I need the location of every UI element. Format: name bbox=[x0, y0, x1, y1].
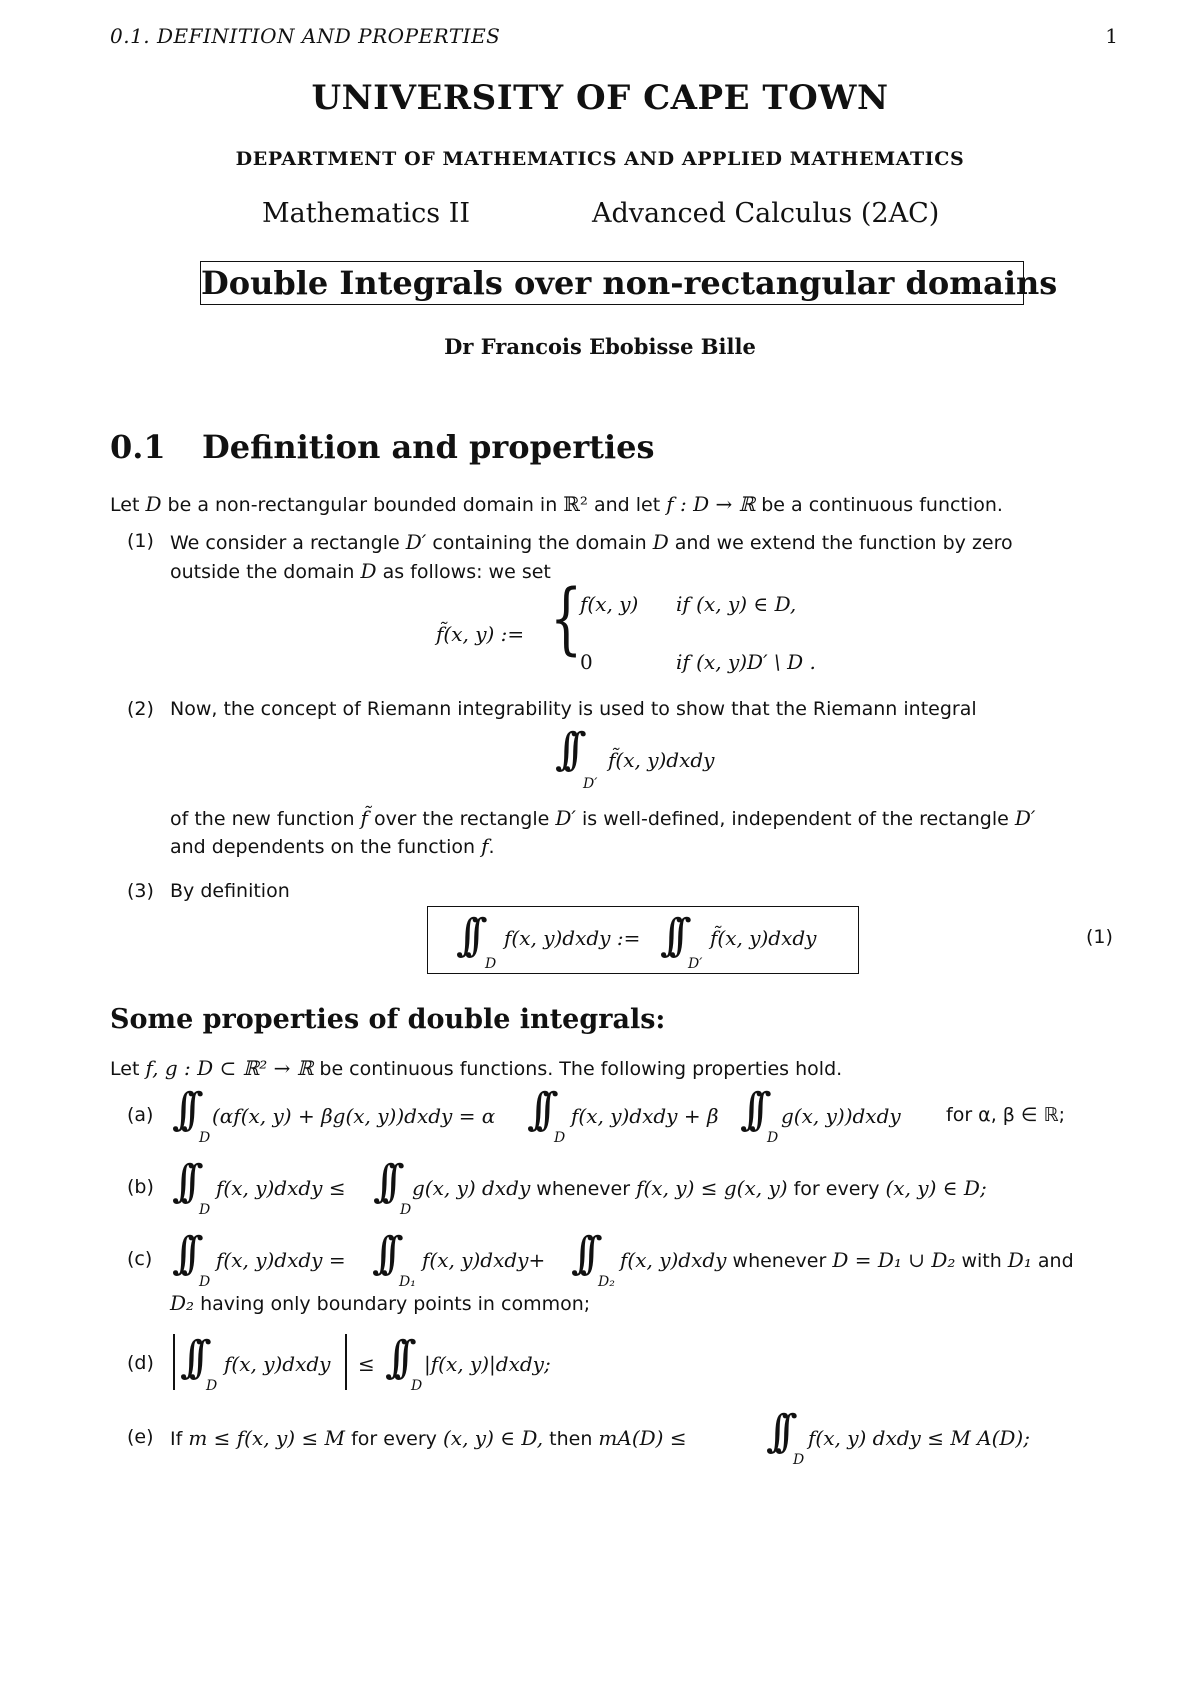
definition-lhs: f(x, y)dxdy := bbox=[504, 926, 641, 950]
property-a-term-2: f(x, y)dxdy + β bbox=[571, 1104, 719, 1128]
intro-math: f : D → ℝ bbox=[666, 492, 756, 516]
integral-subscript: D bbox=[793, 1452, 805, 1468]
case-1-value: f(x, y) bbox=[580, 592, 639, 616]
properties-heading: Some properties of double integrals: bbox=[110, 1004, 666, 1035]
item-label: (1) bbox=[127, 530, 154, 552]
course-name: Mathematics II bbox=[262, 198, 471, 229]
integral-subscript: D bbox=[199, 1274, 211, 1290]
piecewise-lhs: f̃(x, y) := bbox=[436, 622, 525, 646]
integral-subscript: D₁ bbox=[399, 1274, 416, 1290]
double-integral-symbol: ∫∫ bbox=[740, 1084, 758, 1135]
double-integral-symbol: ∫∫ bbox=[660, 910, 678, 961]
property-b-rest bbox=[412, 1176, 987, 1200]
property-e-integral: f(x, y) dxdy ≤ M A(D); bbox=[808, 1426, 1030, 1450]
item-label: (2) bbox=[127, 698, 154, 720]
property-math: (x, y) ∈ D; bbox=[885, 1176, 987, 1200]
department-title: DEPARTMENT OF MATHEMATICS AND APPLIED MATHEMATICS bbox=[235, 148, 965, 170]
property-a-condition: for α, β ∈ ℝ; bbox=[946, 1104, 1065, 1126]
property-c-line-2 bbox=[170, 1291, 590, 1315]
property-b-term-1: f(x, y)dxdy ≤ bbox=[216, 1176, 346, 1200]
double-integral-symbol: ∫∫ bbox=[555, 724, 573, 775]
double-integral-symbol: ∫∫ bbox=[373, 1156, 391, 1207]
integral-subscript: D bbox=[199, 1130, 211, 1146]
property-label: (b) bbox=[127, 1176, 154, 1198]
property-label: (e) bbox=[127, 1426, 154, 1448]
property-c-term-2: f(x, y)dxdy+ bbox=[422, 1248, 546, 1272]
double-integral-symbol: ∫∫ bbox=[172, 1084, 190, 1135]
course-code: Advanced Calculus (2AC) bbox=[592, 198, 940, 229]
double-integral-symbol: ∫∫ bbox=[385, 1332, 403, 1383]
intro-math: ℝ² bbox=[563, 492, 588, 516]
case-1-condition: if (x, y) ∈ D, bbox=[676, 592, 797, 616]
double-integral-symbol: ∫∫ bbox=[571, 1228, 589, 1279]
item-math: D bbox=[652, 530, 669, 554]
property-c-rest bbox=[620, 1248, 1074, 1272]
running-head: 0.1. DEFINITION AND PROPERTIES bbox=[110, 24, 501, 48]
item-text: of the new function bbox=[170, 808, 361, 830]
double-integral-symbol: ∫∫ bbox=[527, 1084, 545, 1135]
item-math: D′ bbox=[555, 806, 576, 830]
integral-subscript: D bbox=[485, 956, 497, 972]
section-number: 0.1 bbox=[110, 428, 166, 466]
property-d-term-2: |f(x, y)|dxdy; bbox=[424, 1352, 551, 1376]
item-2-line-3 bbox=[170, 834, 495, 858]
property-math: f(x, y)dxdy bbox=[620, 1248, 727, 1272]
integral-subscript: D₂ bbox=[598, 1274, 615, 1290]
item-text: is well-defined, independent of the rectangle bbox=[575, 808, 1015, 830]
item-math: f̃ bbox=[360, 806, 368, 830]
intro-math: f, g : D ⊂ ℝ² → ℝ bbox=[145, 1056, 314, 1080]
section-title: Definition and properties bbox=[202, 428, 655, 466]
property-text: with bbox=[955, 1250, 1008, 1272]
integral-subscript: D bbox=[400, 1202, 412, 1218]
piecewise-brace: { bbox=[550, 574, 583, 664]
property-d-leq: ≤ bbox=[358, 1352, 375, 1376]
item-text: outside the domain bbox=[170, 561, 361, 583]
item-1-line-1 bbox=[170, 530, 1013, 554]
property-text: for every bbox=[787, 1178, 886, 1200]
item-2-line-2 bbox=[170, 806, 1035, 830]
property-math: f(x, y) ≤ g(x, y) bbox=[636, 1176, 788, 1200]
integral-subscript: D′ bbox=[583, 776, 598, 792]
double-integral-symbol: ∫∫ bbox=[172, 1156, 190, 1207]
property-math: D₁ bbox=[1007, 1248, 1032, 1272]
property-math: mA(D) ≤ bbox=[598, 1426, 687, 1450]
author: Dr Francois Ebobisse Bille bbox=[444, 334, 756, 359]
integral-subscript: D bbox=[554, 1130, 566, 1146]
intro-text: be a non-rectangular bounded domain in bbox=[161, 494, 564, 516]
integral-subscript: D bbox=[411, 1378, 423, 1394]
property-math: D = D₁ ∪ D₂ bbox=[832, 1248, 956, 1272]
properties-intro bbox=[110, 1056, 842, 1080]
property-text: whenever bbox=[726, 1250, 833, 1272]
double-integral-symbol: ∫∫ bbox=[372, 1228, 390, 1279]
property-math: (x, y) ∈ D, bbox=[442, 1426, 544, 1450]
intro-text: and let bbox=[587, 494, 667, 516]
property-text: whenever bbox=[530, 1178, 637, 1200]
property-a-term-3: g(x, y))dxdy bbox=[781, 1104, 901, 1128]
double-integral-symbol: ∫∫ bbox=[456, 910, 474, 961]
property-text: for every bbox=[345, 1428, 443, 1450]
intro-text: Let bbox=[110, 494, 146, 516]
case-2-value: 0 bbox=[580, 650, 593, 674]
absolute-value-bar bbox=[345, 1334, 347, 1390]
double-integral-symbol: ∫∫ bbox=[180, 1332, 198, 1383]
university-title: UNIVERSITY OF CAPE TOWN bbox=[311, 78, 889, 118]
integral-subscript: D bbox=[199, 1202, 211, 1218]
item-math: D bbox=[360, 559, 377, 583]
property-label: (a) bbox=[127, 1104, 154, 1126]
intro-math: D bbox=[145, 492, 162, 516]
item-math: D′ bbox=[1014, 806, 1036, 830]
property-label: (c) bbox=[127, 1248, 153, 1270]
property-math: m ≤ f(x, y) ≤ M bbox=[188, 1426, 346, 1450]
item-text: and we extend the function by zero bbox=[668, 532, 1013, 554]
absolute-value-bar bbox=[173, 1334, 175, 1390]
case-2-condition: if (x, y)D′ \ D . bbox=[676, 650, 816, 674]
property-text: then bbox=[543, 1428, 599, 1450]
property-label: (d) bbox=[127, 1352, 154, 1374]
item-text: containing the domain bbox=[426, 532, 653, 554]
property-text: and bbox=[1031, 1250, 1074, 1272]
intro-text: Let bbox=[110, 1058, 146, 1080]
item-text: as follows: we set bbox=[376, 561, 551, 583]
item-text: . bbox=[488, 836, 495, 858]
double-integral-symbol: ∫∫ bbox=[766, 1406, 784, 1457]
item-text: and dependents on the function bbox=[170, 836, 482, 858]
item-3-text: By definition bbox=[170, 880, 290, 902]
item-text: over the rectangle bbox=[367, 808, 556, 830]
integral-subscript: D bbox=[767, 1130, 779, 1146]
section-intro bbox=[110, 492, 1003, 516]
property-e-text bbox=[170, 1426, 687, 1450]
property-d-term-1: f(x, y)dxdy bbox=[224, 1352, 331, 1376]
topic-title: Double Integrals over non-rectangular domains bbox=[201, 264, 1058, 302]
equation-number: (1) bbox=[1086, 926, 1113, 948]
property-math: D₂ bbox=[170, 1291, 195, 1315]
property-text: having only boundary points in common; bbox=[194, 1293, 591, 1315]
item-math: f bbox=[481, 834, 489, 858]
item-math: D′ bbox=[405, 530, 427, 554]
item-label: (3) bbox=[127, 880, 154, 902]
item-1-line-2 bbox=[170, 559, 551, 583]
topic-title-box bbox=[200, 261, 1058, 305]
intro-text: be continuous functions. The following properties hold. bbox=[313, 1058, 843, 1080]
integrand: f̃(x, y)dxdy bbox=[608, 748, 715, 772]
property-text: If bbox=[170, 1428, 189, 1450]
property-a-term-1: (αf(x, y) + βg(x, y))dxdy = α bbox=[212, 1104, 496, 1128]
integral-subscript: D′ bbox=[688, 956, 703, 972]
property-c-term-1: f(x, y)dxdy = bbox=[216, 1248, 346, 1272]
item-text: We consider a rectangle bbox=[170, 532, 406, 554]
property-math: g(x, y) dxdy bbox=[412, 1176, 531, 1200]
integral-subscript: D bbox=[206, 1378, 218, 1394]
double-integral-symbol: ∫∫ bbox=[172, 1228, 190, 1279]
item-2-line-1: Now, the concept of Riemann integrability is used to show that the Riemann integral bbox=[170, 698, 977, 720]
intro-text: be a continuous function. bbox=[755, 494, 1003, 516]
definition-rhs: f̃(x, y)dxdy bbox=[710, 926, 817, 950]
page-number: 1 bbox=[1105, 24, 1118, 48]
